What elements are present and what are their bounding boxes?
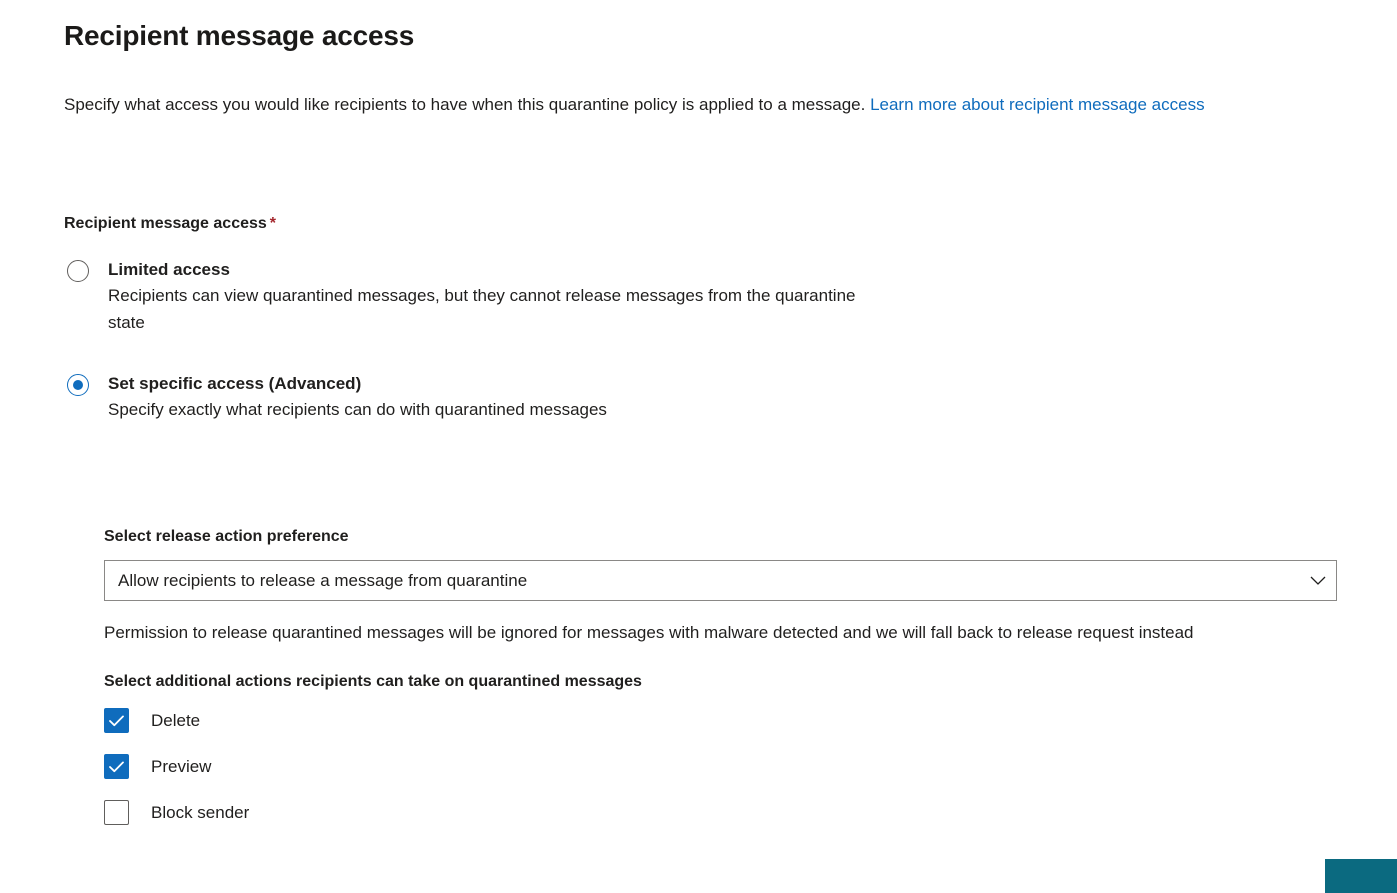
intro-paragraph	[64, 90, 1339, 119]
recipient-message-access-label	[64, 215, 276, 233]
intro-text: Specify what access you would like recipients to have when this quarantine policy is applied to a message.	[64, 95, 871, 114]
checkbox-block-sender[interactable]	[104, 800, 129, 825]
checkbox-preview[interactable]	[104, 754, 129, 779]
chevron-down-icon[interactable]	[1300, 576, 1336, 586]
additional-actions-label: Select additional actions recipients can take on quarantined messages	[104, 673, 642, 690]
checkbox-label-preview: Preview	[151, 756, 212, 776]
corner-action-button[interactable]	[1325, 859, 1397, 893]
specific-access-settings	[104, 528, 1339, 843]
checkbox-label-delete: Delete	[151, 710, 201, 730]
radio-limited-access-control[interactable]	[67, 260, 89, 282]
radio-limited-access-label: Limited access	[108, 260, 230, 279]
checkbox-row-block-sender[interactable]	[104, 797, 1339, 828]
radio-specific-access-control[interactable]	[67, 374, 89, 396]
page-title: Recipient message access	[64, 20, 415, 51]
field-label-text: Recipient message access	[64, 215, 267, 232]
required-marker: *	[269, 215, 277, 232]
radio-option-specific-access[interactable]	[64, 372, 1064, 423]
radio-selected-dot	[73, 380, 83, 390]
radio-option-limited-access[interactable]	[64, 258, 1064, 336]
learn-more-link[interactable]: Learn more about recipient message access	[870, 95, 1205, 114]
checkbox-label-block-sender: Block sender	[151, 802, 250, 822]
checkbox-delete[interactable]	[104, 708, 129, 733]
radio-specific-access-description: Specify exactly what recipients can do with quarantined messages	[108, 400, 607, 419]
radio-specific-access-label: Set specific access (Advanced)	[108, 374, 362, 393]
radio-limited-access-description: Recipients can view quarantined messages, but they cannot release messages from the quarantine state	[108, 286, 856, 332]
release-permission-hint: Permission to release quarantined messages will be ignored for messages with malware detected and we will fall back to release request instead	[104, 623, 1194, 642]
release-action-preference-dropdown[interactable]	[104, 560, 1337, 601]
checkbox-row-preview[interactable]	[104, 751, 1339, 782]
release-preference-label: Select release action preference	[104, 528, 349, 545]
checkbox-row-delete[interactable]	[104, 705, 1339, 736]
release-action-selected-value: Allow recipients to release a message from quarantine	[118, 570, 528, 590]
additional-actions-list	[104, 705, 1339, 828]
recipient-access-radio-group	[64, 258, 1064, 449]
